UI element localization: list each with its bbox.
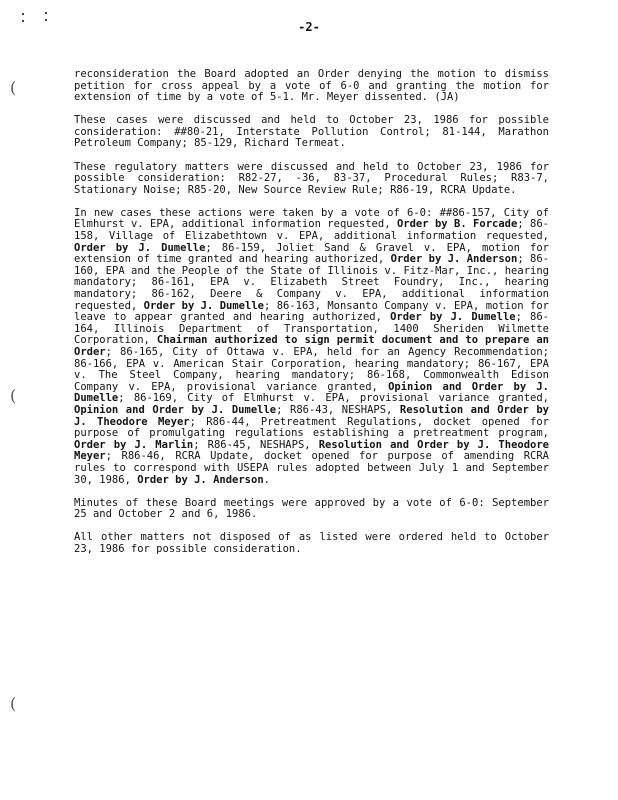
paragraph: [74, 208, 549, 486]
bold-order-text: Order by J. Dumelle: [143, 299, 264, 312]
paragraph-text: These cases were discussed and held to October 23, 1986 for possible consideration: ##80-21, Interstate Pollution Control; 81-144, Marathon Petroleum Company; 85-129, Richard Termeat.: [74, 114, 549, 150]
paragraph-text: These regulatory matters were discussed and held to October 23, 1986 for possible consideration: R82-27, -36, 83-37, Procedural Rules; R83-7, Stationary Noise; R85-20, New Source Review Rule; R86-19, RCRA Update.: [74, 160, 549, 196]
paragraph-text: In new cases these actions were taken by a vote of 6-0: ##86-157, City of Elmhurst v. EPA, additional information requested,: [74, 206, 549, 231]
paragraph: [74, 532, 549, 555]
paragraph-text: ; 86-159, Joliet Sand & Gravel v. EPA, motion for extension of time granted and hearing authorized,: [74, 241, 549, 266]
paragraph-text: ; R86-45, NESHAPS,: [193, 438, 319, 451]
bold-order-text: Order by J. Anderson: [137, 473, 264, 486]
paragraph-text: ; 86-164, Illinois Department of Transportation, 1400 Sheriden Wilmette Corporation,: [74, 311, 550, 347]
paragraph-text: ; R86-46, RCRA Update, docket opened for purpose of amending RCRA rules to correspond with USEPA rules adopted between July 1 and September 30, 1986,: [74, 450, 549, 486]
paragraph-text: .: [263, 473, 270, 486]
paragraph-text: Minutes of these Board meetings were approved by a vote of 6-0: September 25 and October 2 and 6, 1986.: [74, 496, 549, 521]
paragraph-text: ; 86-169, City of Elmhurst v. EPA, provisional variance granted,: [118, 392, 549, 405]
paragraph-text: ; 86-160, EPA and the People of the State of Illinois v. Fitz-Mar, Inc., hearing mandatory; 86-161, EPA v. Elizabeth Street Foundry, Inc., hearing mandatory; 86-162, Deere & Company v. EPA, additional information requested,: [74, 253, 549, 312]
bold-order-text: Order by J. Marlin: [74, 438, 194, 451]
scan-artifact: [22, 13, 24, 15]
bold-order-text: Order by J. Anderson: [390, 253, 518, 266]
paragraph-text: ; 86-158, Village of Elizabethtown v. EPA, additional information requested,: [74, 218, 550, 243]
bold-order-text: Order by B. Forcade: [396, 218, 518, 231]
binder-hole-mark: (: [10, 78, 17, 97]
bold-order-text: Resolution and Order by J. Theodore Meyer: [74, 403, 550, 428]
paragraph: [74, 115, 549, 150]
bold-order-text: Resolution and Order by J. Theodore Meyer: [74, 438, 550, 463]
bold-order-text: Order by J. Dumelle: [390, 311, 516, 324]
paragraph-text: ; R86-43, NESHAPS,: [276, 403, 400, 416]
bold-order-text: Chairman authorized to sign permit document and to prepare an Order: [74, 334, 549, 358]
scan-artifact: [45, 19, 47, 21]
paragraph: [74, 162, 549, 197]
bold-order-text: Opinion and Order by J. Dumelle: [74, 380, 549, 405]
page-number: -2-: [298, 20, 320, 34]
paragraph-text: All other matters not disposed of as listed were ordered held to October 23, 1986 for possible consideration.: [74, 531, 549, 555]
paragraph-text: reconsideration the Board adopted an Order denying the motion to dismiss petition for cross appeal by a vote of 6-0 and granting the motion for extension of time by a vote of 5-1. Mr. Meyer dissented. (JA): [74, 68, 549, 104]
paragraph-text: ; R86-44, Pretreatment Regulations, docket opened for purpose of promulgating regulations establishing a pretreatment program,: [74, 415, 549, 440]
scan-artifact: [22, 20, 24, 22]
paragraph-text: ; 86-163, Monsanto Company v. EPA, motion for leave to appear granted and hearing authorized,: [74, 299, 549, 324]
bold-order-text: Opinion and Order by J. Dumelle: [74, 403, 277, 416]
binder-hole-mark: (: [10, 386, 17, 405]
binder-hole-mark: (: [10, 694, 17, 713]
paragraph: [74, 498, 549, 521]
document-body: [74, 69, 549, 567]
paragraph-text: ; 86-165, City of Ottawa v. EPA, held for an Agency Recommendation; 86-166, EPA v. American Stair Corporation, hearing mandatory; 86-167, EPA v. The Steel Company, hearing mandatory; 86-168, Commonwealth Edison Company v. EPA, provisional variance granted,: [74, 345, 549, 393]
bold-order-text: Order by J. Dumelle: [74, 241, 206, 254]
paragraph: [74, 69, 549, 104]
scan-artifact: [45, 12, 47, 14]
